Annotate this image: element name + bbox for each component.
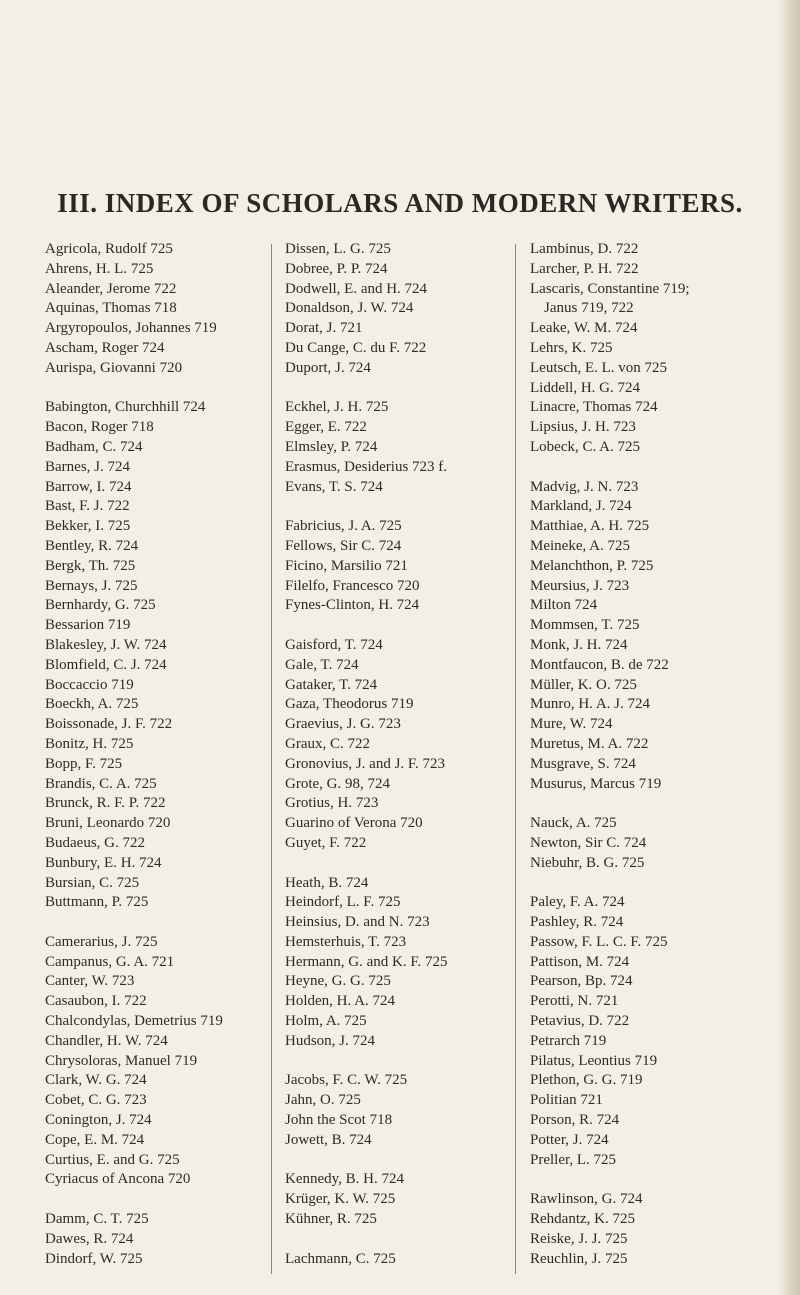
index-entry: Budaeus, G. 722 [45, 834, 145, 851]
index-entry: Munro, H. A. J. 724 [530, 696, 651, 713]
index-entry: Nauck, A. 725 [530, 815, 617, 832]
index-entry: Hudson, J. 724 [285, 1032, 376, 1049]
index-entry: Rawlinson, G. 724 [530, 1191, 643, 1208]
index-entry: Hemsterhuis, T. 723 [285, 933, 407, 950]
index-entry: Babington, Churchhill 724 [45, 399, 206, 416]
index-entry: Markland, J. 724 [530, 498, 632, 515]
index-entry: Plethon, G. G. 719 [530, 1072, 643, 1089]
index-entry: Muretus, M. A. 722 [530, 735, 649, 752]
index-entry: Pearson, Bp. 724 [530, 973, 633, 990]
index-entry: Perotti, N. 721 [530, 993, 619, 1010]
index-entry: Ahrens, H. L. 725 [45, 260, 154, 277]
index-entry: Erasmus, Desiderius 723 f. [285, 458, 448, 475]
index-entry: Müller, K. O. 725 [530, 676, 637, 693]
index-letter-group [45, 398, 257, 913]
index-entry: Milton 724 [530, 597, 598, 614]
index-entry: Dindorf, W. 725 [45, 1250, 143, 1267]
index-entry: Niebuhr, B. G. 725 [530, 854, 645, 871]
index-entry: Lobeck, C. A. 725 [530, 438, 640, 455]
index-entry: Rehdantz, K. 725 [530, 1211, 635, 1228]
index-entry: Dodwell, E. and H. 724 [285, 280, 428, 297]
index-entry: Leake, W. M. 724 [530, 320, 638, 337]
index-entry: Kühner, R. 725 [285, 1211, 377, 1228]
index-entry: Reiske, J. J. 725 [530, 1230, 628, 1247]
index-entry: Barrow, I. 724 [45, 478, 132, 495]
index-entry: Bast, F. J. 722 [45, 498, 130, 515]
index-entry: Holden, H. A. 724 [285, 993, 395, 1010]
index-entry: Bruni, Leonardo 720 [45, 815, 171, 832]
index-entry: Aleander, Jerome 722 [45, 280, 177, 297]
index-entry: Meursius, J. 723 [530, 577, 630, 594]
index-entry: Eckhel, J. H. 725 [285, 399, 389, 416]
index-letter-group [45, 240, 257, 379]
index-entry: Conington, J. 724 [45, 1112, 152, 1129]
index-entry: Agricola, Rudolf 725 [45, 241, 173, 257]
index-entry: Aurispa, Giovanni 720 [45, 359, 183, 376]
index-entry: Gronovius, J. and J. F. 723 [285, 755, 446, 772]
index-entry: Musgrave, S. 724 [530, 755, 636, 772]
index-column-3 [530, 240, 765, 1289]
index-entry: Mure, W. 724 [530, 716, 613, 733]
index-entry: Chrysoloras, Manuel 719 [45, 1052, 198, 1069]
index-entry: Pilatus, Leontius 719 [530, 1052, 658, 1069]
index-entry: Guarino of Verona 720 [285, 815, 423, 832]
index-entry: Heyne, G. G. 725 [285, 973, 391, 990]
index-entry: Brunck, R. F. P. 722 [45, 795, 166, 812]
index-entry: John the Scot 718 [285, 1112, 393, 1129]
index-column-1 [45, 240, 257, 1289]
index-entry: Guyet, F. 722 [285, 834, 367, 851]
index-entry: Politian 721 [530, 1092, 603, 1109]
index-entry: Casaubon, I. 722 [45, 993, 147, 1010]
index-letter-group [285, 636, 497, 854]
index-entry: Boccaccio 719 [45, 676, 134, 693]
index-entry: Badham, C. 724 [45, 438, 143, 455]
index-entry: Hermann, G. and K. F. 725 [285, 953, 448, 970]
index-entry: Ficino, Marsilio 721 [285, 557, 408, 574]
index-entry: Gaza, Theodorus 719 [285, 696, 414, 713]
index-entry: Matthiae, A. H. 725 [530, 518, 650, 535]
index-entry: Paley, F. A. 724 [530, 894, 625, 911]
index-letter-group [285, 1250, 497, 1270]
index-entry: Janus 719, 722 [544, 300, 634, 317]
index-entry: Monk, J. H. 724 [530, 636, 628, 653]
index-entry: Evans, T. S. 724 [285, 478, 383, 495]
index-letter-group [45, 933, 257, 1190]
index-entry: Buttmann, P. 725 [45, 894, 149, 911]
index-entry: Boissonade, J. F. 722 [45, 716, 173, 733]
index-entry: Bacon, Roger 718 [45, 419, 154, 436]
index-entry: Potter, J. 724 [530, 1131, 609, 1148]
index-entry: Bonitz, H. 725 [45, 735, 134, 752]
index-entry: Graux, C. 722 [285, 735, 370, 752]
index-entry: Madvig, J. N. 723 [530, 478, 639, 495]
index-letter-group [285, 874, 497, 1052]
index-entry: Newton, Sir C. 724 [530, 834, 647, 851]
index-entry: Chalcondylas, Demetrius 719 [45, 1013, 223, 1030]
index-entry: Campanus, G. A. 721 [45, 953, 175, 970]
index-letter-group [530, 1190, 765, 1269]
index-entry: Filelfo, Francesco 720 [285, 577, 420, 594]
index-entry: Musurus, Marcus 719 [530, 775, 662, 792]
index-entry: Bunbury, E. H. 724 [45, 854, 162, 871]
index-letter-group [530, 893, 765, 1170]
index-entry: Brandis, C. A. 725 [45, 775, 157, 792]
index-entry: Holm, A. 725 [285, 1013, 367, 1030]
index-entry: Chandler, H. W. 724 [45, 1032, 168, 1049]
index-entry: Bernays, J. 725 [45, 577, 138, 594]
index-entry: Grote, G. 98, 724 [285, 775, 390, 792]
index-entry: Pattison, M. 724 [530, 953, 630, 970]
index-entry: Jahn, O. 725 [285, 1092, 361, 1109]
index-entry: Larcher, P. H. 722 [530, 260, 639, 277]
index-entry: Dorat, J. 721 [285, 320, 363, 337]
index-entry: Pashley, R. 724 [530, 914, 624, 931]
index-letter-group [285, 240, 497, 379]
index-entry: Cobet, C. G. 723 [45, 1092, 147, 1109]
index-entry: Camerarius, J. 725 [45, 933, 158, 950]
index-entry: Porson, R. 724 [530, 1112, 620, 1129]
index-entry: Leutsch, E. L. von 725 [530, 359, 668, 376]
index-entry: Aquinas, Thomas 718 [45, 300, 177, 317]
index-entry: Melanchthon, P. 725 [530, 557, 654, 574]
index-entry: Ascham, Roger 724 [45, 339, 165, 356]
index-entry: Montfaucon, B. de 722 [530, 656, 669, 673]
index-letter-group [530, 814, 765, 873]
index-entry: Bekker, I. 725 [45, 518, 131, 535]
index-entry: Passow, F. L. C. F. 725 [530, 933, 668, 950]
index-entry: Elmsley, P. 724 [285, 438, 378, 455]
index-entry: Dissen, L. G. 725 [285, 241, 391, 257]
index-entry: Lipsius, J. H. 723 [530, 419, 636, 436]
index-letter-group [530, 478, 765, 795]
index-entry: Reuchlin, J. 725 [530, 1250, 628, 1267]
index-entry: Bergk, Th. 725 [45, 557, 136, 574]
index-entry: Gaisford, T. 724 [285, 636, 383, 653]
index-entry: Kennedy, B. H. 724 [285, 1171, 405, 1188]
index-letter-group [285, 517, 497, 616]
index-entry: Lascaris, Constantine 719; [530, 280, 690, 297]
index-entry: Cyriacus of Ancona 720 [45, 1171, 191, 1188]
index-entry: Petavius, D. 722 [530, 1013, 630, 1030]
index-entry: Fynes-Clinton, H. 724 [285, 597, 420, 614]
index-entry: Gale, T. 724 [285, 656, 359, 673]
index-entry: Dawes, R. 724 [45, 1230, 134, 1247]
index-entry: Donaldson, J. W. 724 [285, 300, 414, 317]
index-entry: Lachmann, C. 725 [285, 1250, 396, 1267]
index-entry: Damm, C. T. 725 [45, 1211, 149, 1228]
index-letter-group [530, 240, 765, 458]
page-title: III. INDEX OF SCHOLARS AND MODERN WRITERS. [57, 188, 743, 219]
index-entry: Dobree, P. P. 724 [285, 260, 388, 277]
index-entry: Liddell, H. G. 724 [530, 379, 640, 396]
index-entry: Blakesley, J. W. 724 [45, 636, 167, 653]
index-entry: Cope, E. M. 724 [45, 1131, 145, 1148]
index-entry: Preller, L. 725 [530, 1151, 617, 1168]
index-letter-group [45, 1210, 257, 1269]
index-entry: Barnes, J. 724 [45, 458, 130, 475]
index-entry: Du Cange, C. du F. 722 [285, 339, 427, 356]
column-divider [515, 244, 516, 1274]
index-entry: Fabricius, J. A. 725 [285, 518, 402, 535]
index-entry: Boeckh, A. 725 [45, 696, 139, 713]
index-letter-group [285, 1170, 497, 1229]
index-entry: Lambinus, D. 722 [530, 241, 639, 257]
index-letter-group [285, 398, 497, 497]
index-entry: Heath, B. 724 [285, 874, 369, 891]
index-entry: Canter, W. 723 [45, 973, 135, 990]
index-entry: Bentley, R. 724 [45, 537, 139, 554]
index-letter-group [285, 1071, 497, 1150]
index-entry: Bopp, F. 725 [45, 755, 123, 772]
index-entry: Linacre, Thomas 724 [530, 399, 658, 416]
index-entry: Heindorf, L. F. 725 [285, 894, 401, 911]
index-entry: Bernhardy, G. 725 [45, 597, 156, 614]
index-entry: Jowett, B. 724 [285, 1131, 372, 1148]
index-entry: Gataker, T. 724 [285, 676, 378, 693]
index-column-2 [285, 240, 497, 1289]
index-entry: Clark, W. G. 724 [45, 1072, 147, 1089]
index-entry: Duport, J. 724 [285, 359, 371, 376]
index-entry: Lehrs, K. 725 [530, 339, 613, 356]
index-entry: Curtius, E. and G. 725 [45, 1151, 180, 1168]
index-entry: Fellows, Sir C. 724 [285, 537, 402, 554]
index-entry: Bursian, C. 725 [45, 874, 140, 891]
index-entry: Grotius, H. 723 [285, 795, 379, 812]
index-entry: Heinsius, D. and N. 723 [285, 914, 430, 931]
index-entry: Argyropoulos, Johannes 719 [45, 320, 217, 337]
index-entry: Blomfield, C. J. 724 [45, 656, 167, 673]
index-entry: Bessarion 719 [45, 617, 131, 634]
index-entry: Egger, E. 722 [285, 419, 367, 436]
index-entry: Petrarch 719 [530, 1032, 607, 1049]
index-entry: Jacobs, F. C. W. 725 [285, 1072, 408, 1089]
index-entry: Mommsen, T. 725 [530, 617, 640, 634]
column-divider [271, 244, 272, 1274]
index-entry: Krüger, K. W. 725 [285, 1191, 396, 1208]
index-entry: Meineke, A. 725 [530, 537, 630, 554]
index-entry: Graevius, J. G. 723 [285, 716, 401, 733]
